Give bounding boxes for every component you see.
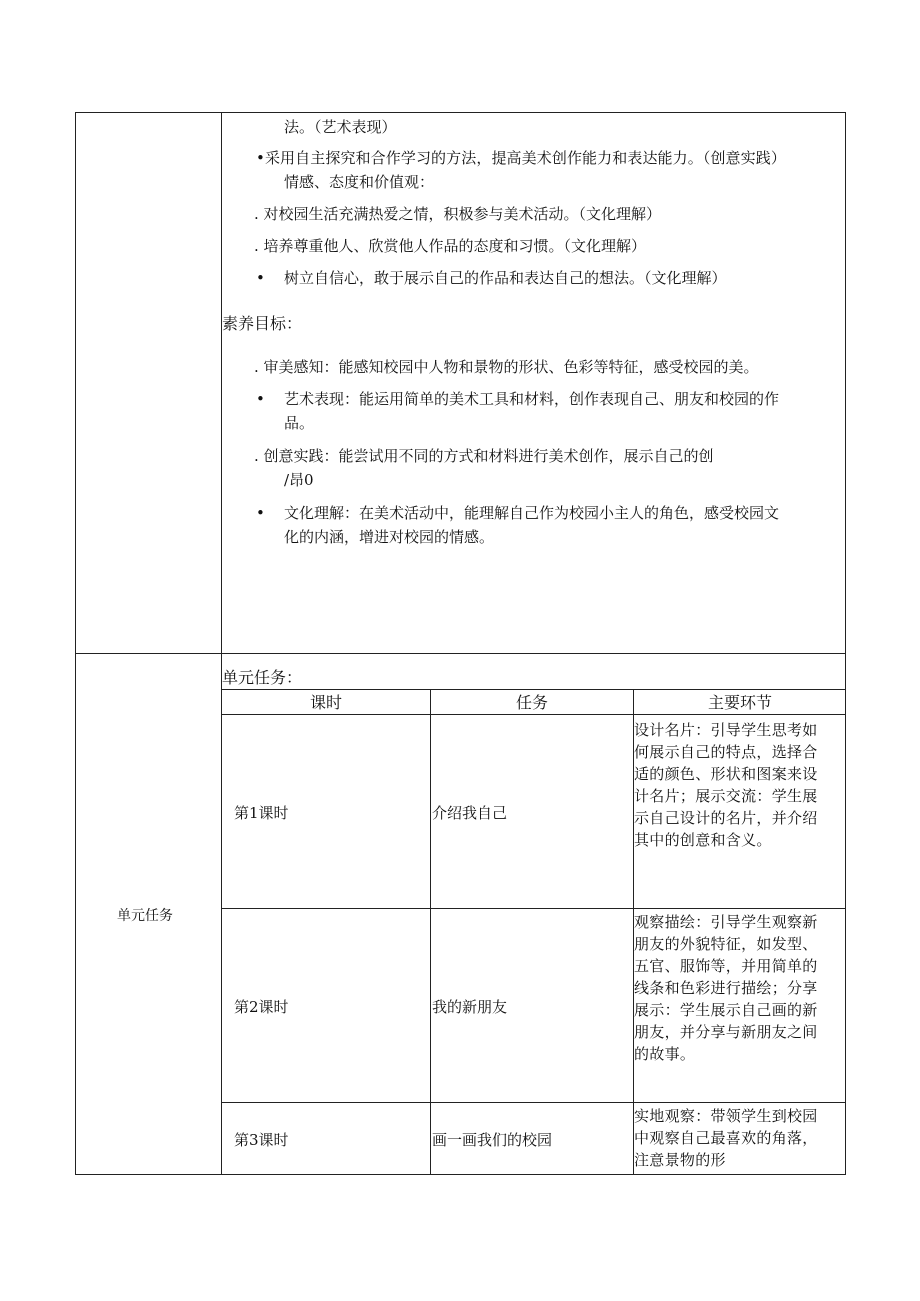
header-steps: 主要环节 (707, 693, 772, 712)
cell-lesson: 第2课时 (234, 998, 289, 1016)
text-line: . 培养尊重他人、欣赏他人作品的态度和习惯。（文化理解） (254, 237, 647, 255)
column-divider (221, 112, 222, 1175)
text-line: . 审美感知：能感知校园中人物和景物的形状、色彩等特征，感受校园的美。 (254, 358, 759, 376)
cell-task: 画一画我们的校园 (432, 1131, 553, 1149)
text-line: . 创意实践：能尝试用不同的方式和材料进行美术创作，展示自己的创 (254, 447, 714, 465)
inner-row-divider (221, 1102, 846, 1103)
cell-steps: 设计名片：引导学生思考如 何展示自己的特点，选择合 适的颜色、形状和图案来设 计名片；展示交流：学生展 示自己设计的名片，并介绍 其中的创意和含义。 (634, 721, 818, 849)
header-lesson: 课时 (309, 693, 342, 712)
bullet: • (256, 504, 265, 522)
text-line: . 对校园生活充满热爱之情，积极参与美术活动。（文化理解） (254, 205, 662, 223)
cell-task: 介绍我自己 (432, 804, 508, 822)
section-divider (75, 653, 846, 654)
inner-col-divider (430, 689, 431, 1175)
cell-steps: 观察描绘：引导学生观察新 朋友的外貌特征，如发型、 五官、服饰等，并用简单的 线条和色彩进行描绘；分享 展示：学生展示自己画的新 朋友，并分享与新朋友之间 的故事。 (634, 913, 818, 1063)
cell-lesson: 第1课时 (234, 804, 289, 822)
text-line: 法。（艺术表现） (284, 118, 397, 136)
cell-steps: 实地观察：带领学生到校园 中观察自己最喜欢的角落， 注意景物的形 (634, 1107, 818, 1169)
text-line: 文化理解：在美术活动中，能理解自己作为校园小主人的角色，感受校园文 (284, 504, 780, 522)
header-task: 任务 (515, 693, 548, 712)
text-line: 品。 (284, 414, 315, 432)
text-line: 情感、态度和价值观： (284, 173, 435, 191)
text-line: 化的内涵，增进对校园的情感。 (284, 528, 495, 546)
section-heading: 素养目标： (222, 314, 303, 333)
inner-row-divider (221, 908, 846, 909)
text-line: 树立自信心，敢于展示自己的作品和表达自己的想法。（文化理解） (284, 269, 727, 287)
cell-task: 我的新朋友 (432, 998, 508, 1016)
text-line: •采用自主探究和合作学习的方法，提高美术创作能力和表达能力。（创意实践） (256, 149, 786, 167)
inner-table-header-bottom (221, 714, 846, 715)
row-label: 单元任务 (117, 908, 173, 924)
text-line: /昂0 (284, 471, 314, 489)
inner-table-top (221, 689, 846, 690)
bullet: • (256, 269, 265, 287)
section-heading: 单元任务： (222, 668, 303, 687)
cell-lesson: 第3课时 (234, 1131, 289, 1149)
text-line: 艺术表现：能运用简单的美术工具和材料，创作表现自己、朋友和校园的作 (284, 390, 780, 408)
bullet: • (256, 390, 265, 408)
